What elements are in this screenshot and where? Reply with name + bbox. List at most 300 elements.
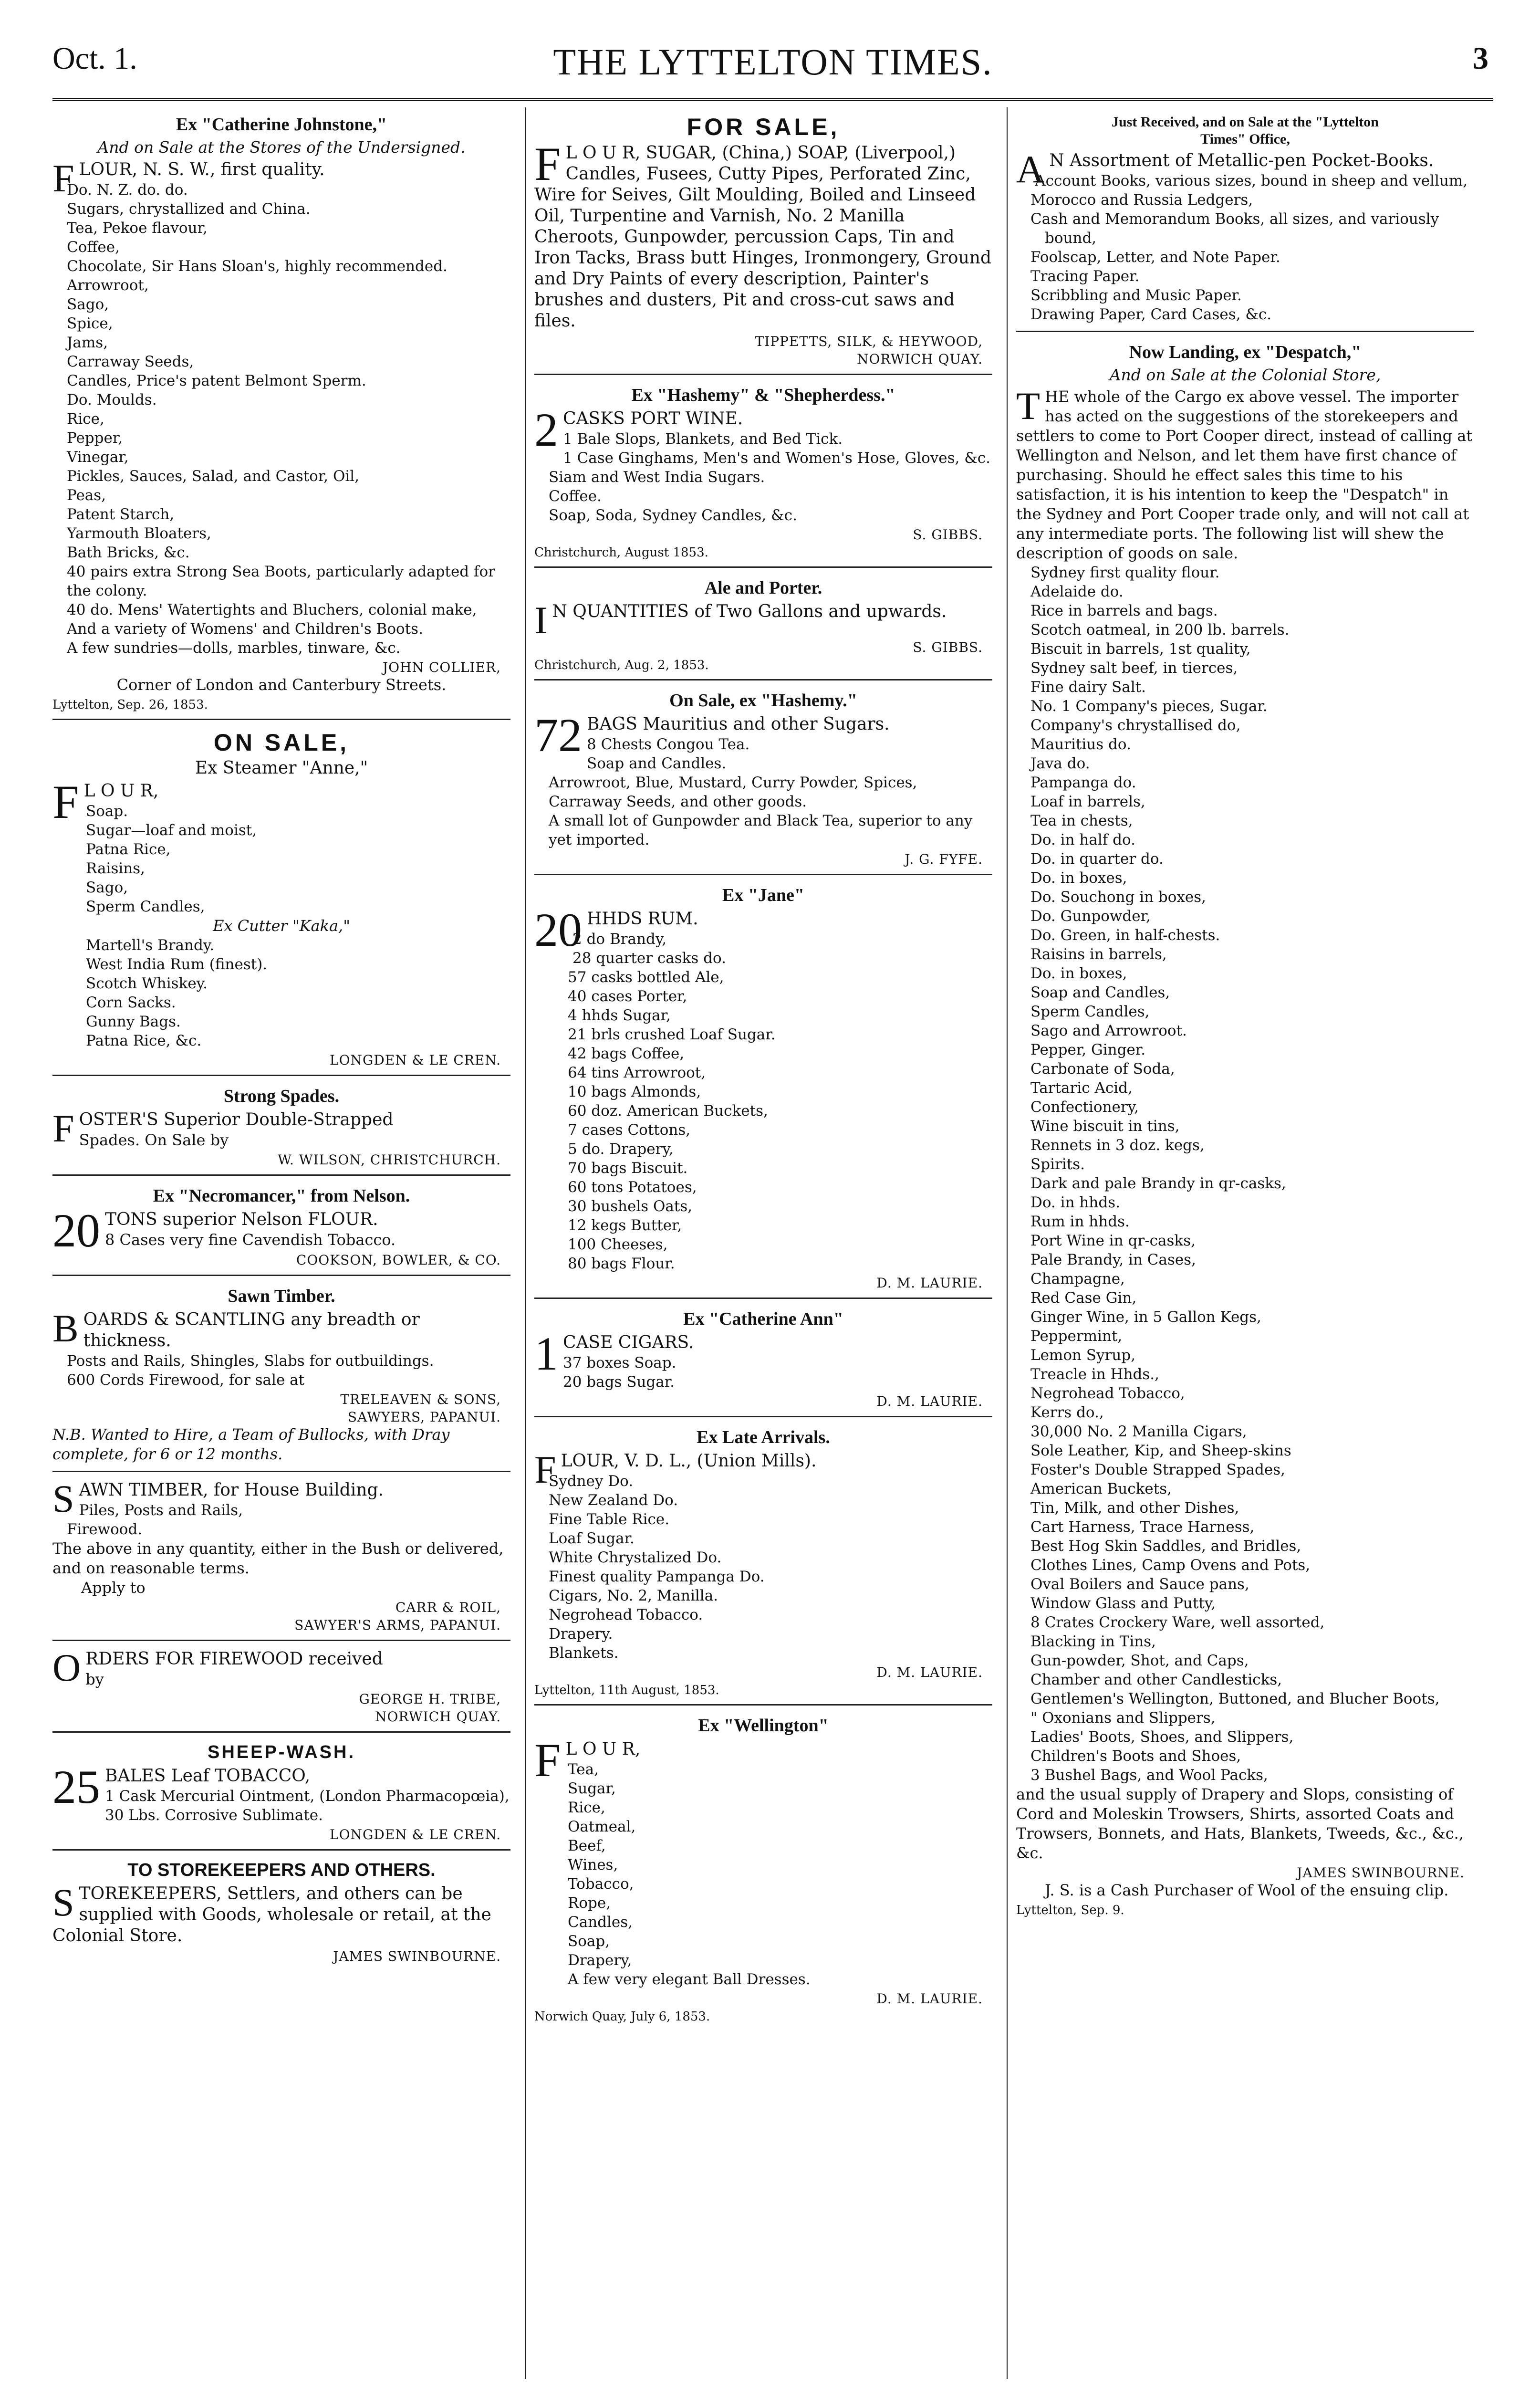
list-item: 100 Cheeses, <box>568 1236 668 1253</box>
drop-cap: B <box>52 1307 79 1350</box>
ad-first-line: LOUR, N. S. W., first quality. <box>79 160 325 179</box>
ad-first-line: L O U R, <box>565 1739 641 1759</box>
item-list <box>534 930 992 1273</box>
list-item: Sugars, chrystallized and China. <box>67 200 311 218</box>
ad-first-line: CASE CIGARS. <box>563 1333 694 1352</box>
list-item: Piles, Posts and Rails, <box>79 1502 243 1519</box>
list-item: Wine biscuit in tins, <box>1030 1118 1180 1135</box>
list-item: Martell's Brandy. <box>86 937 215 954</box>
list-item: Scotch oatmeal, in 200 lb. barrels. <box>1030 621 1290 638</box>
list-item: Soap, Soda, Sydney Candles, &c. <box>549 507 797 524</box>
list-item: 600 Cords Firewood, for sale at <box>67 1371 305 1389</box>
list-item: 42 bags Coffee, <box>568 1045 685 1062</box>
ad-signature-line: NORWICH QUAY. <box>856 351 983 367</box>
ad-heading: On Sale, ex "Hashemy." <box>669 691 857 711</box>
list-item: Do. in boxes, <box>1030 965 1127 982</box>
ad-first-line: BALES Leaf TOBACCO, <box>105 1766 311 1786</box>
ad-heading: Ex "Catherine Ann" <box>683 1309 843 1329</box>
ad-line: by <box>85 1670 104 1688</box>
drop-cap: F <box>534 137 561 190</box>
ad-heading: Strong Spades. <box>223 1086 340 1106</box>
list-item: Do. in quarter do. <box>1030 850 1164 868</box>
list-item: 40 cases Porter, <box>568 988 687 1005</box>
ad-sawn-timber <box>52 1279 510 1472</box>
list-item: Rice, <box>568 1799 605 1816</box>
list-item: Pepper, <box>67 429 123 447</box>
ad-lines <box>534 735 992 849</box>
list-item: Loaf in barrels, <box>1030 793 1145 810</box>
ad-heading: Ex "Hashemy" & "Shepherdess." <box>631 385 895 405</box>
column-3 <box>1016 107 1474 2386</box>
list-item: Drapery, <box>568 1952 632 1969</box>
list-item: Foolscap, Letter, and Note Paper. <box>1030 249 1280 266</box>
ad-line: Spades. On Sale by <box>79 1131 229 1149</box>
list-item: Gun-powder, Shot, and Caps, <box>1030 1652 1249 1669</box>
list-item: Pickles, Sauces, Salad, and Castor, Oil, <box>67 468 360 485</box>
list-item: 60 doz. American Buckets, <box>568 1102 768 1120</box>
list-item: Drapery. <box>549 1625 613 1643</box>
ad-heading-line: Times" Office, <box>1200 131 1290 147</box>
list-item: Scotch Whiskey. <box>86 975 208 992</box>
ad-heading: Ex "Jane" <box>722 885 805 905</box>
list-item: Corn Sacks. <box>86 994 176 1011</box>
ad-first-line: LOUR, V. D. L., (Union Mills). <box>561 1451 817 1471</box>
issue-date: Oct. 1. <box>52 41 137 76</box>
ad-on-sale-anne <box>52 723 510 1076</box>
list-item: Morocco and Russia Ledgers, <box>1030 191 1253 209</box>
ad-signature: GEORGE H. TRIBE, <box>359 1691 501 1707</box>
list-item: Cash and Memorandum Books, all sizes, and variously bound, <box>1030 210 1439 247</box>
list-item: Sperm Candles, <box>86 898 205 915</box>
ad-signature: JOHN COLLIER, <box>382 659 501 675</box>
ad-lines <box>52 1351 510 1390</box>
masthead <box>52 41 1493 101</box>
ad-signature-line: NORWICH QUAY. <box>375 1709 501 1725</box>
ad-body: HE whole of the Cargo ex above vessel. The importer has acted on the suggestions of the storekeepers and settlers to come to Port Cooper direct, instead of calling at Wellington and Nelson, and let them have first chance of purchasing. Should he effect sales this time to his satisfaction, it is his intention to keep the "Despatch" in the Sydney and Port Cooper trade only, and will not call at any intermediate ports. The following list will shew the description of goods on sale. <box>1016 387 1473 562</box>
page-number: 3 <box>1473 41 1488 76</box>
list-item: Patna Rice, <box>86 841 171 858</box>
list-item: A small lot of Gunpowder and Black Tea, superior to any yet imported. <box>549 812 973 848</box>
ad-subheading: And on Sale at the Colonial Store, <box>1109 366 1381 384</box>
ad-signature-line: SAWYERS, PAPANUI. <box>347 1409 501 1425</box>
list-item: Tin, Milk, and other Dishes, <box>1030 1499 1239 1517</box>
item-list <box>52 180 510 562</box>
ad-sheep-wash <box>52 1736 510 1851</box>
list-item: Peppermint, <box>1030 1328 1123 1345</box>
list-item: Blankets. <box>549 1644 619 1662</box>
drop-cap: O <box>52 1646 81 1689</box>
ad-storekeepers <box>52 1853 510 1971</box>
ad-lines <box>52 1501 510 1539</box>
list-item: 8 Crates Crockery Ware, well assorted, <box>1030 1614 1325 1631</box>
ad-strong-spades <box>52 1079 510 1176</box>
list-item: American Buckets, <box>1030 1480 1172 1497</box>
list-item: Tea in chests, <box>1030 812 1133 829</box>
list-item: Java do. <box>1030 755 1090 772</box>
ad-times-office <box>1016 107 1474 332</box>
list-item: 7 cases Cottons, <box>568 1121 691 1139</box>
drop-cap: S <box>52 1881 74 1924</box>
list-item: Biscuit in barrels, 1st quality, <box>1030 640 1251 658</box>
ad-date: Lyttelton, Sep. 26, 1853. <box>52 698 208 712</box>
ad-address: Corner of London and Canterbury Streets. <box>116 676 447 694</box>
drop-cap: F <box>534 1448 556 1491</box>
list-item: Pampanga do. <box>1030 774 1136 791</box>
list-item: Raisins in barrels, <box>1030 946 1167 963</box>
drop-cap: F <box>534 1734 561 1787</box>
list-item: And a variety of Womens' and Children's Boots. <box>67 620 423 638</box>
list-item: 2 do Brandy, <box>572 931 667 948</box>
list-item: Chamber and other Candlesticks, <box>1030 1671 1282 1688</box>
list-item: 21 brls crushed Loaf Sugar. <box>568 1026 776 1043</box>
item-list <box>534 1472 992 1663</box>
ad-signature: J. G. FYFE. <box>905 851 983 867</box>
list-item: Negrohead Tobacco. <box>549 1606 703 1623</box>
ad-first-line: OARDS & SCANTLING any breadth or thickness. <box>83 1310 420 1350</box>
list-item: Do. Moulds. <box>67 391 157 408</box>
ad-heading: Now Landing, ex "Despatch," <box>1129 342 1362 362</box>
list-item: Soap and Candles, <box>1030 984 1170 1001</box>
ad-date: Lyttelton, Sep. 9. <box>1016 1903 1124 1917</box>
list-item: 1 Case Ginghams, Men's and Women's Hose, Gloves, &c. <box>563 450 991 467</box>
item-list <box>52 936 510 1050</box>
list-item: 1 Bale Slops, Blankets, and Bed Tick. <box>563 430 843 448</box>
ad-jane <box>534 878 992 1299</box>
column-2 <box>534 107 992 2386</box>
ad-signature: JAMES SWINBOURNE. <box>333 1948 501 1964</box>
list-item: 70 bags Biscuit. <box>568 1160 688 1177</box>
list-item: Negrohead Tobacco, <box>1030 1385 1185 1402</box>
ad-despatch <box>1016 335 1474 1924</box>
list-item: Cart Harness, Trace Harness, <box>1030 1518 1255 1536</box>
list-item: Coffee. <box>549 488 602 505</box>
ad-line: 8 Cases very fine Cavendish Tobacco. <box>105 1231 396 1249</box>
ad-catherine-ann <box>534 1302 992 1417</box>
list-item: 60 tons Potatoes, <box>568 1179 697 1196</box>
list-item: 30 bushels Oats, <box>568 1198 693 1215</box>
ad-signature: LONGDEN & LE CREN. <box>329 1052 501 1068</box>
list-item: West India Rum (finest). <box>86 956 268 973</box>
ad-first-line: BAGS Mauritius and other Sugars. <box>587 714 890 734</box>
ad-date: Christchurch, Aug. 2, 1853. <box>534 658 709 672</box>
list-item: Gentlemen's Wellington, Buttoned, and Blucher Boots, <box>1030 1690 1440 1707</box>
ad-signature: CARR & ROIL, <box>395 1600 501 1615</box>
item-list <box>534 1760 992 1989</box>
drop-cap: 20 <box>534 903 582 956</box>
list-item: Best Hog Skin Saddles, and Bridles, <box>1030 1538 1301 1555</box>
list-item: Ginger Wine, in 5 Gallon Kegs, <box>1030 1308 1261 1326</box>
list-item: 30,000 No. 2 Manilla Cigars, <box>1030 1423 1247 1440</box>
ad-signature-line: SAWYER'S ARMS, PAPANUI. <box>294 1617 501 1633</box>
ad-first-line: TONS superior Nelson FLOUR. <box>105 1210 378 1229</box>
list-item: Sago, <box>86 879 128 896</box>
list-item: Sugar—loaf and moist, <box>86 822 257 839</box>
ad-heading: Ex "Necromancer," from Nelson. <box>153 1186 410 1206</box>
list-item: Raisins, <box>86 860 145 877</box>
drop-cap: F <box>52 1107 74 1150</box>
ad-signature: D. M. LAURIE. <box>876 1275 983 1291</box>
list-item: Do. in hhds. <box>1030 1194 1120 1211</box>
list-item: Jams, <box>67 334 108 351</box>
list-item: Pale Brandy, in Cases, <box>1030 1251 1197 1268</box>
list-item: White Chrystalized Do. <box>549 1549 722 1566</box>
list-item: Window Glass and Putty, <box>1030 1595 1216 1612</box>
list-item: Do. in half do. <box>1030 831 1135 848</box>
ad-heading: FOR SALE, <box>687 114 840 140</box>
list-item: Coffee, <box>67 239 120 256</box>
ad-body: The above in any quantity, either in the Bush or delivered, and on reasonable terms. <box>52 1539 504 1577</box>
list-item: 40 do. Mens' Watertights and Bluchers, colonial make, <box>67 601 477 618</box>
list-item: 40 pairs extra Strong Sea Boots, particularly adapted for the colony. <box>67 563 495 599</box>
ad-note: J. S. is a Cash Purchaser of Wool of the ensuing clip. <box>1045 1881 1449 1899</box>
list-item: Chocolate, Sir Hans Sloan's, highly recommended. <box>67 258 447 275</box>
list-item: Finest quality Pampanga Do. <box>549 1568 765 1585</box>
list-item: 28 quarter casks do. <box>572 950 727 967</box>
list-item: Do. Souchong in boxes, <box>1030 889 1207 906</box>
ad-late-arrivals <box>534 1420 992 1706</box>
ad-cutter: Ex Cutter "Kaka," <box>213 917 350 935</box>
list-item: 37 boxes Soap. <box>563 1354 676 1371</box>
list-item: Yarmouth Bloaters, <box>67 525 211 542</box>
ad-ale-porter <box>534 571 992 680</box>
ad-heading: Ex "Catherine Johnstone," <box>176 115 387 135</box>
list-item: Patna Rice, &c. <box>86 1032 202 1049</box>
list-item: Account Books, various sizes, bound in sheep and vellum, <box>1035 172 1468 189</box>
column-1 <box>52 107 510 2386</box>
list-item: Tobacco, <box>568 1875 634 1893</box>
list-item: Blacking in Tins, <box>1030 1633 1156 1650</box>
list-item: Red Case Gin, <box>1030 1289 1137 1307</box>
list-item: Oval Boilers and Sauce pans, <box>1030 1576 1249 1593</box>
boots-list <box>52 562 510 658</box>
ad-first-line: N QUANTITIES of Two Gallons and upwards. <box>552 602 947 621</box>
list-item: Rice in barrels and bags. <box>1030 602 1218 619</box>
list-item: Arrowroot, Blue, Mustard, Curry Powder, Spices, Carraway Seeds, and other goods. <box>549 774 917 810</box>
list-item: Kerrs do., <box>1030 1404 1104 1421</box>
list-item: Rum in hhds. <box>1030 1213 1130 1230</box>
list-item: Children's Boots and Shoes, <box>1030 1748 1241 1765</box>
column-rule <box>525 107 526 2379</box>
ad-heading: Sawn Timber. <box>228 1286 335 1306</box>
list-item: Rice, <box>67 410 104 428</box>
ad-heading: SHEEP-WASH. <box>207 1742 356 1762</box>
ad-for-sale <box>534 107 992 375</box>
list-item: Do. in boxes, <box>1030 869 1127 887</box>
list-item: Posts and Rails, Shingles, Slabs for outbuildings. <box>67 1352 434 1370</box>
list-item: 4 hhds Sugar, <box>568 1007 671 1024</box>
item-list <box>1016 563 1474 1785</box>
list-item: Sugar, <box>568 1780 616 1797</box>
list-item: Peas, <box>67 487 106 504</box>
item-list <box>52 802 510 916</box>
ad-heading: Ex Late Arrivals. <box>697 1427 830 1447</box>
list-item: Champagne, <box>1030 1270 1125 1287</box>
list-item: Tracing Paper. <box>1030 268 1140 285</box>
list-item: Adelaide do. <box>1030 583 1124 600</box>
list-item: Candles, Price's patent Belmont Sperm. <box>67 372 366 389</box>
list-item: Do. N. Z. do. do. <box>67 181 188 199</box>
list-item: Oatmeal, <box>568 1818 636 1835</box>
list-item: Vinegar, <box>67 449 129 466</box>
ad-lines <box>534 1353 992 1392</box>
list-item: Tea, <box>568 1761 599 1778</box>
ad-signature: COOKSON, BOWLER, & CO. <box>296 1252 501 1268</box>
ad-signature: TRELEAVEN & SONS, <box>340 1392 501 1407</box>
list-item: Gunny Bags. <box>86 1013 181 1030</box>
list-item: Sydney Do. <box>549 1473 634 1490</box>
list-item: New Zealand Do. <box>549 1492 678 1509</box>
list-item: 5 do. Drapery, <box>568 1141 674 1158</box>
list-item: Tea, Pekoe flavour, <box>67 220 208 237</box>
column-rule <box>1007 107 1008 2379</box>
list-item: 12 kegs Butter, <box>568 1217 682 1234</box>
list-item: Beef, <box>568 1837 606 1854</box>
list-item: 64 tins Arrowroot, <box>568 1064 706 1081</box>
list-item: Sole Leather, Kip, and Sheep-skins <box>1030 1442 1291 1459</box>
list-item: Tartaric Acid, <box>1030 1079 1133 1097</box>
list-item: A few very elegant Ball Dresses. <box>568 1971 811 1988</box>
list-item: Clothes Lines, Camp Ovens and Pots, <box>1030 1557 1311 1574</box>
list-item: " Oxonians and Slippers, <box>1030 1709 1216 1727</box>
list-item: Ladies' Boots, Shoes, and Slippers, <box>1030 1728 1294 1746</box>
list-item: A few sundries—dolls, marbles, tinware, &c. <box>67 639 401 657</box>
ad-heading: ON SALE, <box>213 729 350 756</box>
list-item: 80 bags Flour. <box>568 1255 675 1272</box>
list-item: Arrowroot, <box>67 277 149 294</box>
list-item: Loaf Sugar. <box>549 1530 635 1547</box>
list-item: Port Wine in qr-casks, <box>1030 1232 1196 1249</box>
drop-cap: 2 <box>534 403 558 456</box>
ad-heading: TO STOREKEEPERS AND OTHERS. <box>127 1860 436 1880</box>
ad-signature: W. WILSON, CHRISTCHURCH. <box>278 1152 501 1168</box>
list-item: Bath Bricks, &c. <box>67 544 190 561</box>
drop-cap: 20 <box>52 1204 100 1257</box>
ad-necromancer <box>52 1179 510 1276</box>
ad-heading: Just Received, and on Sale at the "Lyttelton <box>1112 114 1379 130</box>
list-item: Soap, <box>568 1933 610 1950</box>
list-item: Soap. <box>86 803 128 820</box>
list-item: Firewood. <box>67 1521 143 1538</box>
list-item: Company's chrystallised do, <box>1030 717 1241 734</box>
list-item: 3 Bushel Bags, and Wool Packs, <box>1030 1767 1268 1784</box>
list-item: 1 Cask Mercurial Ointment, (London Pharmacopœia), <box>105 1788 510 1805</box>
list-item: Sperm Candles, <box>1030 1003 1150 1020</box>
list-item: 57 casks bottled Ale, <box>568 969 724 986</box>
list-item: 8 Chests Congou Tea. <box>587 736 750 753</box>
ad-subheading: And on Sale at the Stores of the Undersigned. <box>97 138 466 157</box>
list-item: Soap and Candles. <box>587 755 727 772</box>
list-item: Mauritius do. <box>1030 736 1131 753</box>
list-item: Fine dairy Salt. <box>1030 679 1146 696</box>
list-item: Fine Table Rice. <box>549 1511 670 1528</box>
ad-first-line: OSTER'S Superior Double-Strapped <box>79 1110 394 1130</box>
ad-first-line: RDERS FOR FIREWOOD received <box>85 1649 383 1669</box>
ad-lines <box>52 1787 510 1825</box>
ad-apply: Apply to <box>81 1579 146 1597</box>
drop-cap: 72 <box>534 709 582 762</box>
ad-heading: Ex "Wellington" <box>698 1716 829 1736</box>
ad-signature: JAMES SWINBOURNE. <box>1297 1865 1465 1881</box>
ad-firewood <box>52 1644 510 1733</box>
ad-signature: D. M. LAURIE. <box>876 1393 983 1409</box>
ad-first-line: HHDS RUM. <box>587 909 698 929</box>
drop-cap: F <box>52 775 79 828</box>
ad-first-line: N Assortment of Metallic-pen Pocket-Books. <box>1049 151 1434 170</box>
list-item: Scribbling and Music Paper. <box>1030 287 1242 304</box>
ad-signature: S. GIBBS. <box>913 527 983 543</box>
list-item: Sago and Arrowroot. <box>1030 1022 1187 1039</box>
list-item: Sydney first quality flour. <box>1030 564 1220 581</box>
list-item: Treacle in Hhds., <box>1030 1366 1159 1383</box>
ad-note: N.B. Wanted to Hire, a Team of Bullocks, with Dray complete, for 6 or 12 months. <box>52 1425 450 1463</box>
drop-cap: A <box>1016 147 1045 191</box>
ad-first-line: AWN TIMBER, for House Building. <box>79 1480 384 1500</box>
ad-date: Lyttelton, 11th August, 1853. <box>534 1683 719 1697</box>
drop-cap: I <box>534 598 548 642</box>
ad-sawn-timber-house <box>52 1475 510 1641</box>
list-item: Lemon Syrup, <box>1030 1347 1136 1364</box>
ad-heading: Ale and Porter. <box>704 578 822 598</box>
list-item: Sago, <box>67 296 109 313</box>
list-item: Do. Gunpowder, <box>1030 908 1151 925</box>
list-item: Cigars, No. 2, Manilla. <box>549 1587 718 1604</box>
list-item: Drawing Paper, Card Cases, &c. <box>1030 306 1272 323</box>
list-item: Spice, <box>67 315 113 332</box>
list-item: Patent Starch, <box>67 506 175 523</box>
list-item: Candles, <box>568 1914 633 1931</box>
list-item: Sydney salt beef, in tierces, <box>1030 659 1238 677</box>
ad-signature: LONGDEN & LE CREN. <box>329 1827 501 1842</box>
list-item: Rope, <box>568 1894 611 1912</box>
list-item: 10 bags Almonds, <box>568 1083 701 1100</box>
ad-signature: D. M. LAURIE. <box>876 1664 983 1680</box>
list-item: 20 bags Sugar. <box>563 1373 675 1391</box>
item-list <box>1016 171 1474 324</box>
ad-catherine-johnstone <box>52 107 510 720</box>
ad-date: Norwich Quay, July 6, 1853. <box>534 2009 710 2024</box>
ad-signature: S. GIBBS. <box>913 639 983 655</box>
ad-signature: TIPPETTS, SILK, & HEYWOOD, <box>755 334 983 349</box>
ad-hashemy-shepherdess <box>534 378 992 568</box>
list-item: Confectionery, <box>1030 1099 1139 1116</box>
ad-tail: and the usual supply of Drapery and Slops, consisting of Cord and Moleskin Trowsers, Shirts, assorted Coats and Trowsers, Bonnets, and Hats, Blankets, Tweeds, &c., &c., &c. <box>1016 1785 1464 1862</box>
ad-wellington <box>534 1708 992 2030</box>
newspaper-title: THE LYTTELTON TIMES. <box>553 41 993 83</box>
list-item: Carbonate of Soda, <box>1030 1060 1175 1078</box>
list-item: Siam and West India Sugars. <box>549 469 765 486</box>
drop-cap: S <box>52 1477 74 1520</box>
drop-cap: F <box>52 157 74 200</box>
list-item: Foster's Double Strapped Spades, <box>1030 1461 1285 1478</box>
ad-on-sale-hashemy <box>534 683 992 875</box>
ad-subheading: Ex Steamer "Anne," <box>195 758 368 778</box>
ad-date: Christchurch, August 1853. <box>534 545 708 560</box>
list-item: Rennets in 3 doz. kegs, <box>1030 1137 1205 1154</box>
drop-cap: 25 <box>52 1760 100 1813</box>
list-item: Spirits. <box>1030 1156 1085 1173</box>
drop-cap: T <box>1016 384 1041 428</box>
ad-first-line: CASKS PORT WINE. <box>563 409 743 429</box>
list-item: No. 1 Company's pieces, Sugar. <box>1030 698 1268 715</box>
list-item: Do. Green, in half-chests. <box>1030 927 1220 944</box>
list-item: Carraway Seeds, <box>67 353 194 370</box>
ad-lines <box>534 429 992 525</box>
ad-signature: D. M. LAURIE. <box>876 1991 983 2007</box>
list-item: Wines, <box>568 1856 618 1873</box>
drop-cap: 1 <box>534 1327 558 1380</box>
ad-first-line: L O U R, <box>83 781 159 801</box>
list-item: Dark and pale Brandy in qr-casks, <box>1030 1175 1286 1192</box>
